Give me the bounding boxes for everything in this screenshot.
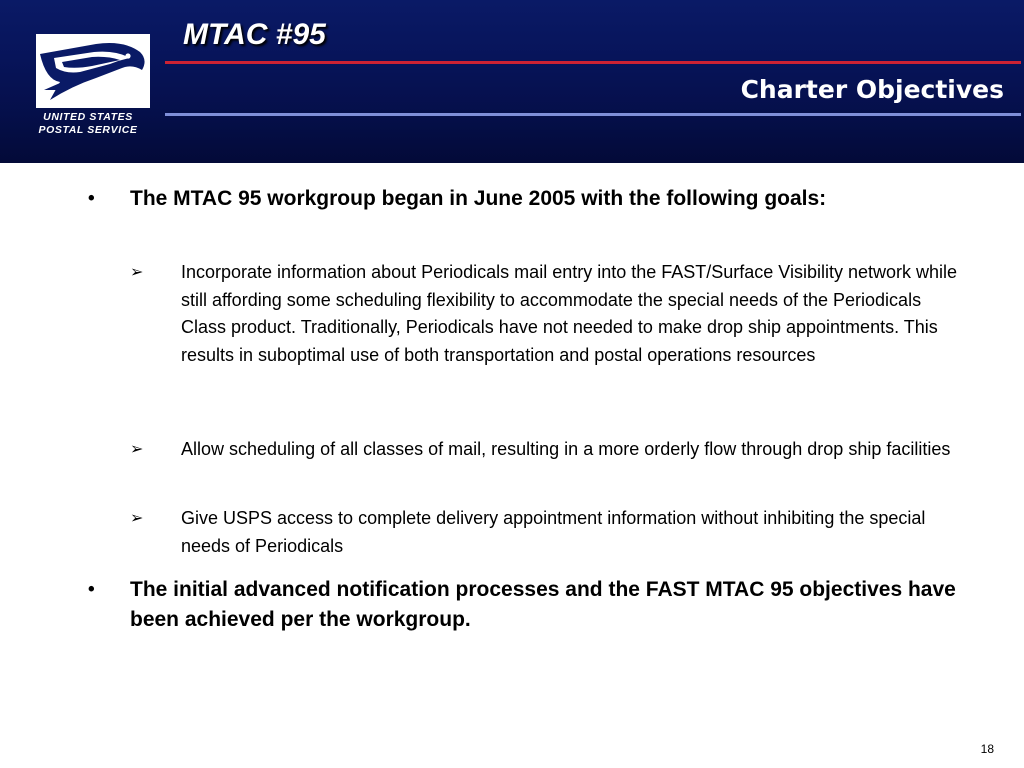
sub-bullet-3 (130, 505, 960, 560)
header-banner (0, 0, 1024, 163)
sub-bullet-text: Incorporate information about Periodicals mail entry into the FAST/Surface Visibility network while still affording some scheduling flexibility to accommodate the special needs of the Periodicals Class product. Traditionally, Periodicals have not needed to make drop ship appointments. This results in suboptimal use of both transportation and postal operations resources (181, 262, 958, 365)
main-bullet-text: The MTAC 95 workgroup began in June 2005 with the following goals: (130, 187, 827, 210)
arrow-bullet-icon: ➢ (130, 441, 144, 458)
sub-bullet-text: Give USPS access to complete delivery appointment information without inhibiting the special needs of Periodicals (181, 508, 926, 556)
usps-eagle-logo (36, 34, 150, 108)
arrow-bullet-icon: ➢ (130, 510, 144, 527)
page-number: 18 (980, 742, 994, 756)
bullet-dot-icon: • (88, 188, 95, 209)
slide-title: Charter Objectives (740, 75, 1004, 104)
main-bullet-text: The initial advanced notification processes and the FAST MTAC 95 objectives have been achieved per the workgroup. (130, 578, 956, 631)
header-title: MTAC #95 (183, 18, 326, 51)
sub-bullet-text: Allow scheduling of all classes of mail, resulting in a more orderly flow through drop ship facilities (181, 439, 951, 459)
red-divider (165, 61, 1021, 64)
logo-text-line2: POSTAL SERVICE (38, 124, 138, 136)
bullet-dot-icon: • (88, 579, 95, 600)
main-bullet-2 (76, 575, 956, 635)
logo-text-line1: UNITED STATES (43, 111, 133, 123)
blue-divider (165, 113, 1021, 116)
sub-bullet-1 (130, 259, 960, 369)
main-bullet-1 (76, 184, 956, 214)
sub-bullet-2 (130, 436, 960, 464)
arrow-bullet-icon: ➢ (130, 264, 144, 281)
